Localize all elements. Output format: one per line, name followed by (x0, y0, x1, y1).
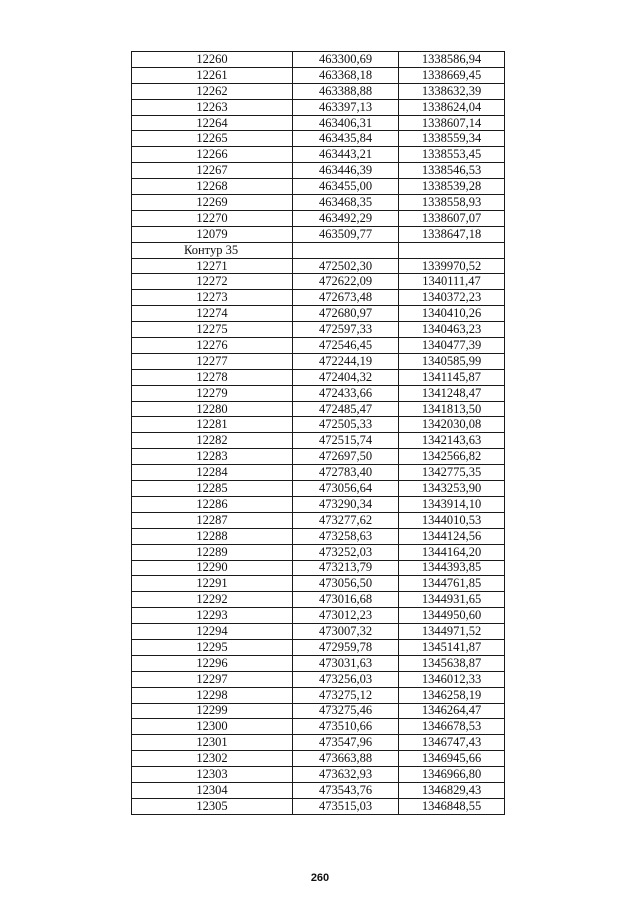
point-number-cell: 12289 (132, 544, 293, 560)
table-row (132, 512, 505, 528)
y-coordinate-cell: 1346945,66 (399, 751, 505, 767)
y-coordinate-cell: 1344124,56 (399, 528, 505, 544)
y-coordinate-cell: 1340477,39 (399, 338, 505, 354)
x-coordinate-cell: 463446,39 (293, 163, 399, 179)
table-row (132, 52, 505, 68)
y-coordinate-cell: 1341248,47 (399, 385, 505, 401)
table-row (132, 481, 505, 497)
table-row (132, 99, 505, 115)
x-coordinate-cell: 463435,84 (293, 131, 399, 147)
point-number-cell: 12270 (132, 210, 293, 226)
x-coordinate-cell: 473663,88 (293, 751, 399, 767)
point-number-cell: 12288 (132, 528, 293, 544)
point-number-cell: 12260 (132, 52, 293, 68)
point-number-cell: 12291 (132, 576, 293, 592)
x-coordinate-cell: 472515,74 (293, 433, 399, 449)
y-coordinate-cell: 1346747,43 (399, 735, 505, 751)
table-row (132, 147, 505, 163)
x-coordinate-cell: 463388,88 (293, 83, 399, 99)
y-coordinate-cell: 1340463,23 (399, 322, 505, 338)
empty-cell (399, 242, 505, 258)
point-number-cell: 12297 (132, 671, 293, 687)
y-coordinate-cell: 1340410,26 (399, 306, 505, 322)
y-coordinate-cell: 1346829,43 (399, 782, 505, 798)
y-coordinate-cell: 1338607,14 (399, 115, 505, 131)
y-coordinate-cell: 1342566,82 (399, 449, 505, 465)
y-coordinate-cell: 1345638,87 (399, 655, 505, 671)
coordinates-table (131, 51, 505, 815)
point-number-cell: 12268 (132, 179, 293, 195)
x-coordinate-cell: 472622,09 (293, 274, 399, 290)
point-number-cell: 12293 (132, 608, 293, 624)
x-coordinate-cell: 473012,23 (293, 608, 399, 624)
x-coordinate-cell: 473515,03 (293, 798, 399, 814)
table-row (132, 210, 505, 226)
table-row (132, 195, 505, 211)
y-coordinate-cell: 1346258,19 (399, 687, 505, 703)
table-row (132, 767, 505, 783)
x-coordinate-cell: 472404,32 (293, 369, 399, 385)
x-coordinate-cell: 463300,69 (293, 52, 399, 68)
table-row (132, 528, 505, 544)
x-coordinate-cell: 472597,33 (293, 322, 399, 338)
table-row (132, 719, 505, 735)
table-row (132, 353, 505, 369)
y-coordinate-cell: 1343914,10 (399, 496, 505, 512)
x-coordinate-cell: 473275,46 (293, 703, 399, 719)
y-coordinate-cell: 1342030,08 (399, 417, 505, 433)
y-coordinate-cell: 1344761,85 (399, 576, 505, 592)
x-coordinate-cell: 473290,34 (293, 496, 399, 512)
x-coordinate-cell: 463397,13 (293, 99, 399, 115)
table-row (132, 496, 505, 512)
y-coordinate-cell: 1338559,34 (399, 131, 505, 147)
x-coordinate-cell: 473056,64 (293, 481, 399, 497)
table-row (132, 163, 505, 179)
point-number-cell: 12303 (132, 767, 293, 783)
y-coordinate-cell: 1340111,47 (399, 274, 505, 290)
table-row (132, 592, 505, 608)
x-coordinate-cell: 473547,96 (293, 735, 399, 751)
x-coordinate-cell: 472673,48 (293, 290, 399, 306)
x-coordinate-cell: 463455,00 (293, 179, 399, 195)
y-coordinate-cell: 1338586,94 (399, 52, 505, 68)
table-row (132, 449, 505, 465)
point-number-cell: 12274 (132, 306, 293, 322)
y-coordinate-cell: 1342775,35 (399, 465, 505, 481)
point-number-cell: 12281 (132, 417, 293, 433)
point-number-cell: 12292 (132, 592, 293, 608)
x-coordinate-cell: 473543,76 (293, 782, 399, 798)
table-row (132, 671, 505, 687)
x-coordinate-cell: 472485,47 (293, 401, 399, 417)
y-coordinate-cell: 1338647,18 (399, 226, 505, 242)
x-coordinate-cell: 472546,45 (293, 338, 399, 354)
table-row (132, 687, 505, 703)
table-row (132, 782, 505, 798)
x-coordinate-cell: 473252,03 (293, 544, 399, 560)
x-coordinate-cell: 473213,79 (293, 560, 399, 576)
point-number-cell: 12283 (132, 449, 293, 465)
point-number-cell: 12273 (132, 290, 293, 306)
point-number-cell: 12282 (132, 433, 293, 449)
point-number-cell: 12079 (132, 226, 293, 242)
table-row (132, 751, 505, 767)
point-number-cell: 12302 (132, 751, 293, 767)
table-row (132, 624, 505, 640)
point-number-cell: 12264 (132, 115, 293, 131)
table-row (132, 735, 505, 751)
table-row (132, 306, 505, 322)
y-coordinate-cell: 1341813,50 (399, 401, 505, 417)
table-row (132, 290, 505, 306)
y-coordinate-cell: 1344393,85 (399, 560, 505, 576)
table-row (132, 67, 505, 83)
point-number-cell: 12296 (132, 655, 293, 671)
point-number-cell: 12280 (132, 401, 293, 417)
y-coordinate-cell: 1345141,87 (399, 639, 505, 655)
y-coordinate-cell: 1341145,87 (399, 369, 505, 385)
table-row (132, 608, 505, 624)
x-coordinate-cell: 472959,78 (293, 639, 399, 655)
table-row (132, 385, 505, 401)
y-coordinate-cell: 1346678,53 (399, 719, 505, 735)
point-number-cell: 12272 (132, 274, 293, 290)
table-row (132, 417, 505, 433)
point-number-cell: 12290 (132, 560, 293, 576)
table-row (132, 560, 505, 576)
y-coordinate-cell: 1338669,45 (399, 67, 505, 83)
x-coordinate-cell: 472783,40 (293, 465, 399, 481)
point-number-cell: 12285 (132, 481, 293, 497)
contour-label: Контур 35 (132, 242, 293, 258)
y-coordinate-cell: 1344971,52 (399, 624, 505, 640)
x-coordinate-cell: 472502,30 (293, 258, 399, 274)
point-number-cell: 12295 (132, 639, 293, 655)
y-coordinate-cell: 1346966,80 (399, 767, 505, 783)
x-coordinate-cell: 463368,18 (293, 67, 399, 83)
x-coordinate-cell: 463443,21 (293, 147, 399, 163)
table-row (132, 544, 505, 560)
table-row (132, 401, 505, 417)
point-number-cell: 12266 (132, 147, 293, 163)
point-number-cell: 12267 (132, 163, 293, 179)
table-row (132, 179, 505, 195)
x-coordinate-cell: 463509,77 (293, 226, 399, 242)
y-coordinate-cell: 1340372,23 (399, 290, 505, 306)
table-row (132, 274, 505, 290)
y-coordinate-cell: 1340585,99 (399, 353, 505, 369)
point-number-cell: 12305 (132, 798, 293, 814)
x-coordinate-cell: 473007,32 (293, 624, 399, 640)
table-row (132, 433, 505, 449)
table-row (132, 369, 505, 385)
y-coordinate-cell: 1346848,55 (399, 798, 505, 814)
x-coordinate-cell: 463492,29 (293, 210, 399, 226)
x-coordinate-cell: 472697,50 (293, 449, 399, 465)
table-row (132, 131, 505, 147)
x-coordinate-cell: 473258,63 (293, 528, 399, 544)
table-row (132, 576, 505, 592)
point-number-cell: 12278 (132, 369, 293, 385)
table-row (132, 465, 505, 481)
table-row (132, 258, 505, 274)
point-number-cell: 12300 (132, 719, 293, 735)
point-number-cell: 12276 (132, 338, 293, 354)
table-row (132, 322, 505, 338)
y-coordinate-cell: 1338624,04 (399, 99, 505, 115)
page-number: 260 (310, 872, 330, 884)
point-number-cell: 12265 (132, 131, 293, 147)
point-number-cell: 12271 (132, 258, 293, 274)
point-number-cell: 12304 (132, 782, 293, 798)
point-number-cell: 12301 (132, 735, 293, 751)
y-coordinate-cell: 1338546,53 (399, 163, 505, 179)
empty-cell (293, 242, 399, 258)
point-number-cell: 12299 (132, 703, 293, 719)
y-coordinate-cell: 1346012,33 (399, 671, 505, 687)
point-number-cell: 12284 (132, 465, 293, 481)
x-coordinate-cell: 473275,12 (293, 687, 399, 703)
y-coordinate-cell: 1338539,28 (399, 179, 505, 195)
table-row (132, 115, 505, 131)
point-number-cell: 12279 (132, 385, 293, 401)
y-coordinate-cell: 1346264,47 (399, 703, 505, 719)
point-number-cell: 12277 (132, 353, 293, 369)
x-coordinate-cell: 472244,19 (293, 353, 399, 369)
x-coordinate-cell: 473510,66 (293, 719, 399, 735)
y-coordinate-cell: 1344950,60 (399, 608, 505, 624)
x-coordinate-cell: 473632,93 (293, 767, 399, 783)
table-row (132, 703, 505, 719)
y-coordinate-cell: 1344010,53 (399, 512, 505, 528)
y-coordinate-cell: 1344164,20 (399, 544, 505, 560)
table-row (132, 226, 505, 242)
x-coordinate-cell: 472505,33 (293, 417, 399, 433)
x-coordinate-cell: 463406,31 (293, 115, 399, 131)
point-number-cell: 12263 (132, 99, 293, 115)
x-coordinate-cell: 473031,63 (293, 655, 399, 671)
x-coordinate-cell: 472680,97 (293, 306, 399, 322)
y-coordinate-cell: 1344931,65 (399, 592, 505, 608)
point-number-cell: 12298 (132, 687, 293, 703)
y-coordinate-cell: 1338632,39 (399, 83, 505, 99)
y-coordinate-cell: 1338553,45 (399, 147, 505, 163)
table-row (132, 338, 505, 354)
x-coordinate-cell: 472433,66 (293, 385, 399, 401)
coordinates-table-body (132, 52, 505, 815)
x-coordinate-cell: 473056,50 (293, 576, 399, 592)
y-coordinate-cell: 1342143,63 (399, 433, 505, 449)
point-number-cell: 12261 (132, 67, 293, 83)
point-number-cell: 12286 (132, 496, 293, 512)
y-coordinate-cell: 1338558,93 (399, 195, 505, 211)
y-coordinate-cell: 1339970,52 (399, 258, 505, 274)
x-coordinate-cell: 473277,62 (293, 512, 399, 528)
point-number-cell: 12294 (132, 624, 293, 640)
table-row (132, 655, 505, 671)
table-row (132, 639, 505, 655)
contour-row (132, 242, 505, 258)
table-row (132, 83, 505, 99)
point-number-cell: 12275 (132, 322, 293, 338)
point-number-cell: 12287 (132, 512, 293, 528)
x-coordinate-cell: 473016,68 (293, 592, 399, 608)
y-coordinate-cell: 1338607,07 (399, 210, 505, 226)
table-row (132, 798, 505, 814)
x-coordinate-cell: 473256,03 (293, 671, 399, 687)
point-number-cell: 12262 (132, 83, 293, 99)
x-coordinate-cell: 463468,35 (293, 195, 399, 211)
point-number-cell: 12269 (132, 195, 293, 211)
y-coordinate-cell: 1343253,90 (399, 481, 505, 497)
